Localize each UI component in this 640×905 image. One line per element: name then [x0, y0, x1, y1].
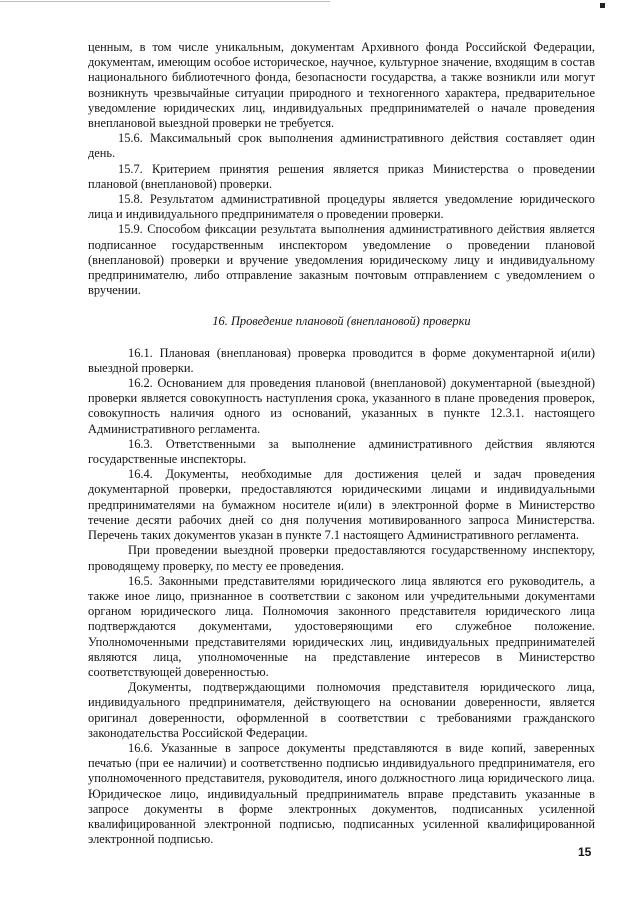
section-heading: 16. Проведение плановой (внеплановой) проверки — [212, 314, 471, 329]
paragraph: 16.4. Документы, необходимые для достижения целей и задач проведения документарной проверки, предоставляются юридическими лицами и индивидуальными предпринимателями на бумажном носителе и(или) в электронной форме в Министерство течение десяти рабочих дней со дня получения мотивированного запроса Министерства. Перечень таких документов указан в пункте 7.1 настоящего Административного регламента. — [88, 467, 595, 543]
paragraph: 15.7. Критерием принятия решения является приказ Министерства о проведении плановой (внеплановой) проверки. — [88, 161, 595, 191]
paragraph: 16.1. Плановая (внеплановая) проверка проводится в форме документарной и(или) выездной проверки. — [88, 345, 595, 375]
paragraph: 15.8. Результатом административной процедуры является уведомление юридического лица и индивидуального предпринимателя о проведении проверки. — [88, 192, 595, 222]
paragraph: 16.5. Законными представителями юридического лица являются его руководитель, а также иное лицо, признанное в соответствии с законом или учредительными документами органом юридического лица. Полномочия законного представителя юридического лица подтверждаются документами, удостоверяющими его служебное положение. Уполномоченными представителями юридических лиц, индивидуальных предпринимателей являются лица, уполномоченные на представление интересов в Министерство соответствующей доверенностью. — [88, 573, 595, 679]
paragraph: Документы, подтверждающими полномочия представителя юридического лица, индивидуального предпринимателя, действующего на основании доверенности, является оригинал доверенности, оформленной в соответствии с требованиями гражданского законодательства Российской Федерации. — [88, 680, 595, 740]
paragraph: ценным, в том числе уникальным, документам Архивного фонда Российской Федерации, документам, имеющим особое историческое, научное, культурное значение, входящим в состав национального библиотечного фонда, безопасности государства, а также возникли или могут возникнуть чрезвычайные ситуации природного и техногенного характера, предварительное уведомление юридических лиц, индивидуальных предпринимателей о начале проведения внеплановой выездной проверки не требуется. — [88, 40, 595, 131]
paragraph: 16.6. Указанные в запросе документы представляются в виде копий, заверенных печатью (при ее наличии) и соответственно подписью индивидуального предпринимателя, его уполномоченного представителя, руководителя, иного должностного лица юридического лица. Юридическое лицо, индивидуальный предприниматель вправе представить указанные в запросе документы в форме электронных документов, подписанных усиленной квалифицированной электронной подписью, подписанных усиленной квалифицированной электронной подписью. — [88, 740, 595, 847]
paragraph: 16.2. Основанием для проведения плановой (внеплановой) документарной (выездной) проверки является совокупность наступления срока, указанного в плане проведения проверок, совокупность наличия одного из оснований, указанных в пункте 12.3.1. настоящего Административного регламента. — [88, 376, 595, 436]
paragraph: 16.3. Ответственными за выполнение административного действия являются государственные инспекторы. — [88, 436, 595, 467]
document-page — [88, 40, 595, 847]
paragraph: 15.9. Способом фиксации результата выполнения административного действия является подписанное государственным инспектором уведомление о проведении плановой (внеплановой) проверки и вручение уведомления юридическому лицу и индивидуальному предпринимателю, либо отправление заказным почтовым отправлением с уведомлением о вручении. — [88, 222, 595, 298]
scan-top-line — [0, 1, 330, 2]
scan-mark — [600, 3, 605, 8]
paragraph: 15.6. Максимальный срок выполнения административного действия составляет один день. — [88, 131, 595, 161]
paragraph: При проведении выездной проверки предоставляются государственному инспектору, проводящему проверку, по месту ее проведения. — [88, 543, 595, 573]
page-number: 15 — [578, 845, 592, 859]
